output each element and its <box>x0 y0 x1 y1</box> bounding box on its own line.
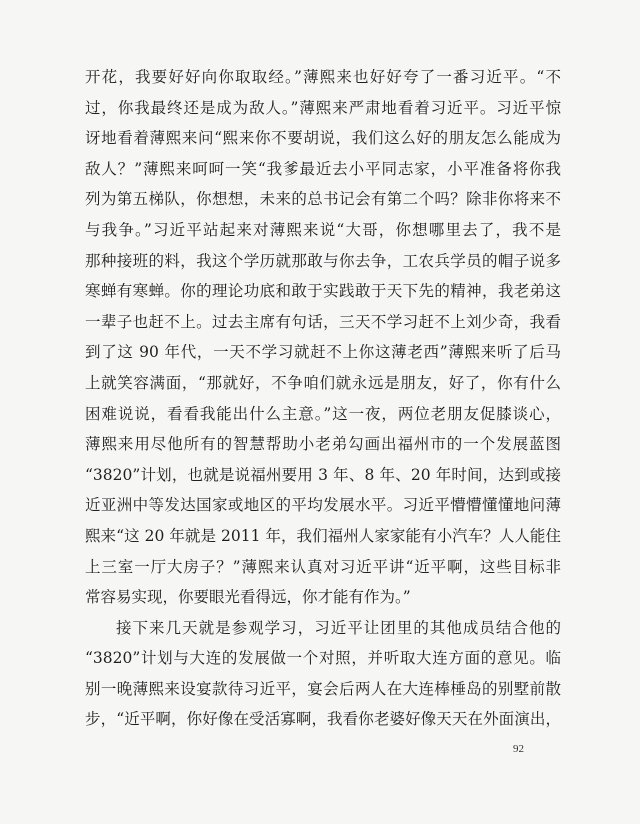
text-line: 寒蝉有寒蝉。你的理论功底和敢于实践敢于天下先的精神，我老弟这 <box>85 282 561 301</box>
text-line: 薄熙来用尽他所有的智慧帮助小老弟勾画出福州市的一个发展蓝图 <box>85 435 561 454</box>
body-text <box>85 62 561 735</box>
text-line: 敌人？”薄熙来呵呵一笑“我爹最近去小平同志家，小平准备将你我 <box>85 159 561 178</box>
text-line: 那种接班的料，我这个学历就那敢与你去争，工农兵学员的帽子说多 <box>85 251 561 270</box>
text-line: 上就笑容满面，“那就好，不争咱们就永远是朋友，好了，你有什么 <box>85 373 561 392</box>
text-line: 步，“近平啊，你好像在受活寡啊，我看你老婆好像天天在外面演出， <box>85 710 561 729</box>
text-line: 一辈子也赶不上。过去主席有句话，三天不学习赶不上刘少奇，我看 <box>85 312 561 331</box>
text-line: 别一晚薄熙来设宴款待习近平，宴会后两人在大连棒棰岛的别墅前散 <box>85 679 561 698</box>
text-line: 上三室一厅大房子？”薄熙来认真对习近平讲“近平啊，这些目标非 <box>85 557 561 576</box>
text-line: 与我争。”习近平站起来对薄熙来说“大哥，你想哪里去了，我不是 <box>85 220 561 239</box>
text-line: 过，你我最终还是成为敌人。”薄熙来严肃地看着习近平。习近平惊 <box>85 98 561 117</box>
text-line: “3820”计划，也就是说福州要用 3 年、8 年、20 年时间，达到或接 <box>85 465 561 484</box>
text-line: 列为第五梯队，你想想，未来的总书记会有第二个吗？除非你将来不 <box>85 190 561 209</box>
text-line: 熙来“这 20 年就是 2011 年，我们福州人家家能有小汽车？人人能住 <box>85 526 561 545</box>
paragraph-start-line: 接下来几天就是参观学习，习近平让团里的其他成员结合他的 <box>116 618 561 637</box>
text-line: 讶地看着薄熙来问“熙来你不要胡说，我们这么好的朋友怎么能成为 <box>85 129 561 148</box>
text-line: 困难说说，看看我能出什么主意。”这一夜，两位老朋友促膝谈心， <box>85 404 561 423</box>
page-number: 92 <box>513 743 524 755</box>
text-line: “3820”计划与大连的发展做一个对照，并听取大连方面的意见。临 <box>85 649 561 668</box>
text-line: 开花，我要好好向你取取经。”薄熙来也好好夸了一番习近平。“不 <box>85 68 561 86</box>
text-line: 近亚洲中等发达国家或地区的平均发展水平。习近平懵懵懂懂地问薄 <box>85 496 561 515</box>
text-line: 常容易实现，你要眼光看得远，你才能有作为。” <box>85 588 411 607</box>
text-line: 到了这 90 年代，一天不学习就赶不上你这薄老西”薄熙来听了后马 <box>85 343 561 362</box>
